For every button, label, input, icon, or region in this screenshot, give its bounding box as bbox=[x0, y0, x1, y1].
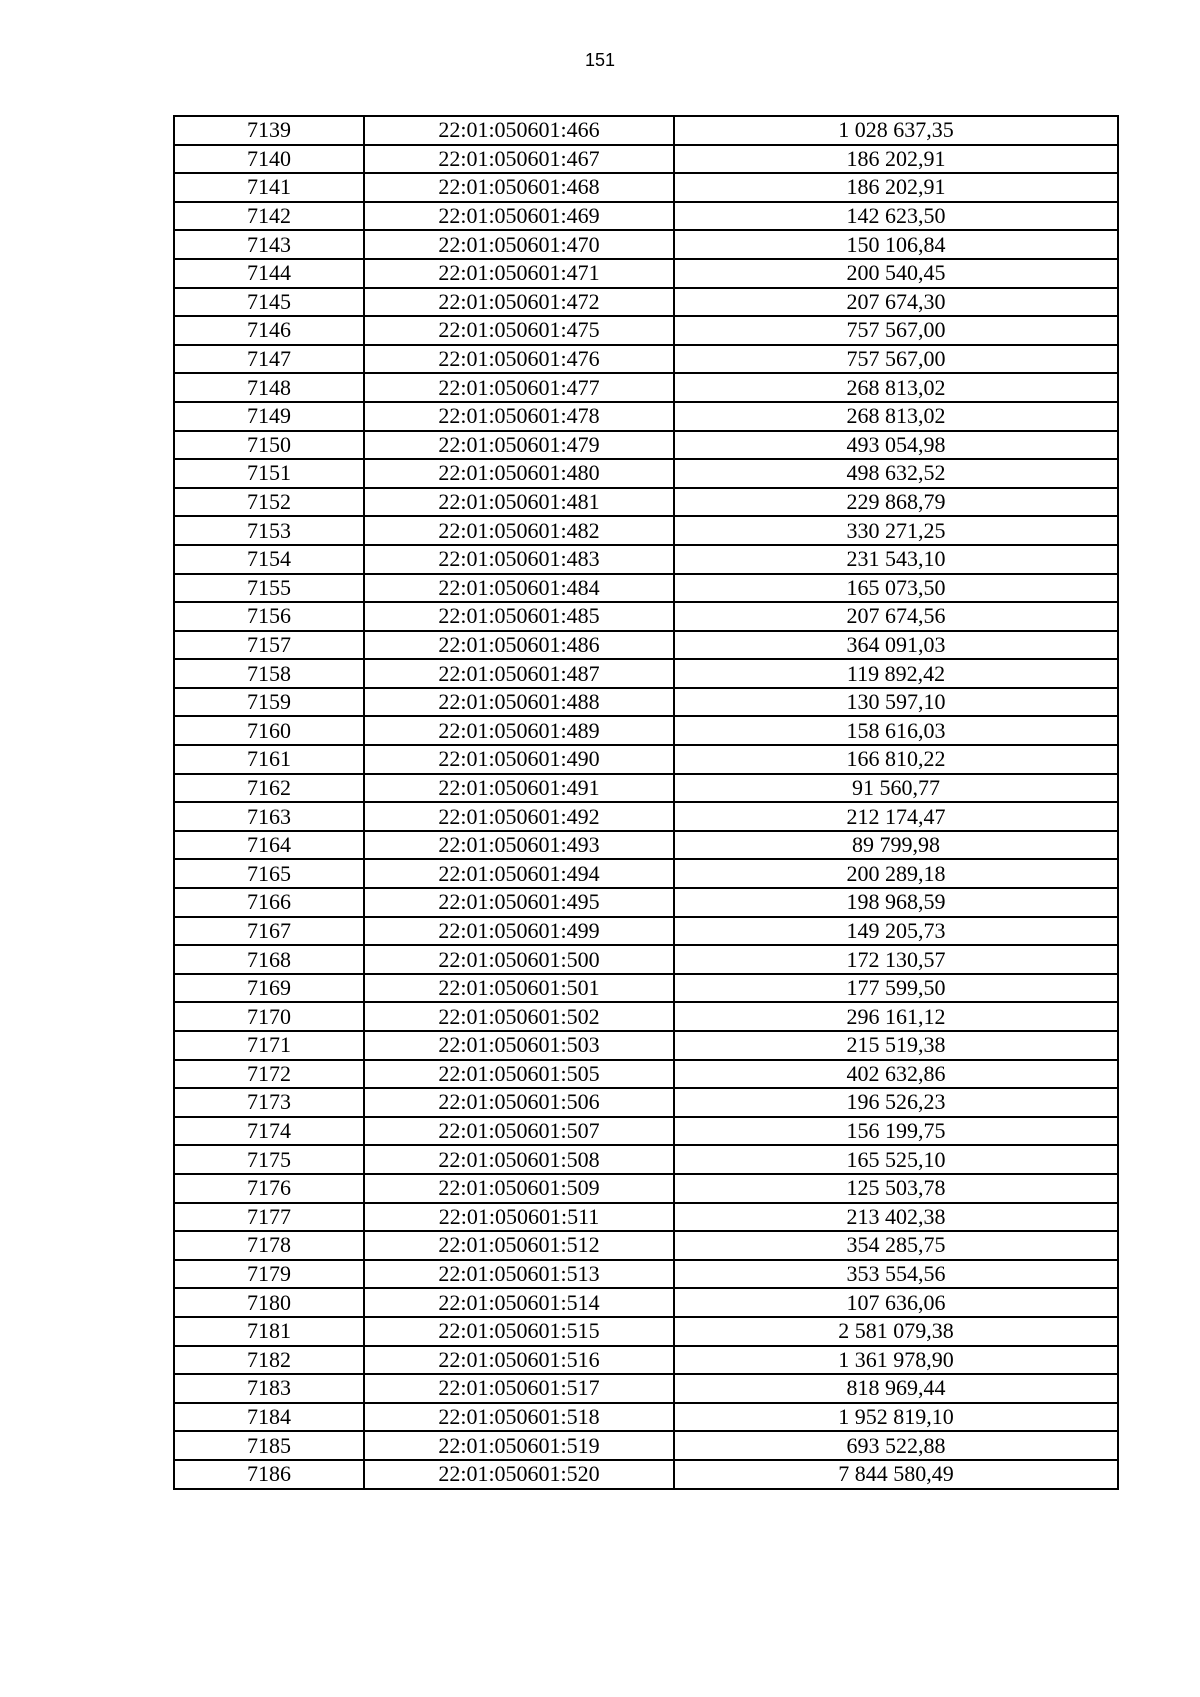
table-row bbox=[174, 1117, 1118, 1146]
cadastral-number-cell: 22:01:050601:470 bbox=[364, 230, 674, 259]
cadastral-number-cell: 22:01:050601:500 bbox=[364, 945, 674, 974]
cadastral-value-cell: 149 205,73 bbox=[674, 917, 1118, 946]
cadastral-value-cell: 186 202,91 bbox=[674, 145, 1118, 174]
cadastral-value-cell: 229 868,79 bbox=[674, 488, 1118, 517]
cadastral-number-cell: 22:01:050601:516 bbox=[364, 1346, 674, 1375]
row-number-cell: 7163 bbox=[174, 802, 364, 831]
table-row bbox=[174, 1346, 1118, 1375]
row-number-cell: 7166 bbox=[174, 888, 364, 917]
row-number-cell: 7143 bbox=[174, 230, 364, 259]
cadastral-number-cell: 22:01:050601:518 bbox=[364, 1403, 674, 1432]
table-row bbox=[174, 745, 1118, 774]
table-row bbox=[174, 631, 1118, 660]
cadastral-value-cell: 364 091,03 bbox=[674, 631, 1118, 660]
table-row bbox=[174, 1031, 1118, 1060]
cadastral-value-cell: 757 567,00 bbox=[674, 345, 1118, 374]
cadastral-value-cell: 1 952 819,10 bbox=[674, 1403, 1118, 1432]
cadastral-value-cell: 89 799,98 bbox=[674, 831, 1118, 860]
table-row bbox=[174, 316, 1118, 345]
row-number-cell: 7147 bbox=[174, 345, 364, 374]
cadastral-number-cell: 22:01:050601:469 bbox=[364, 202, 674, 231]
cadastral-value-cell: 200 289,18 bbox=[674, 859, 1118, 888]
row-number-cell: 7173 bbox=[174, 1088, 364, 1117]
cadastral-number-cell: 22:01:050601:487 bbox=[364, 659, 674, 688]
row-number-cell: 7182 bbox=[174, 1346, 364, 1375]
table-row bbox=[174, 659, 1118, 688]
cadastral-number-cell: 22:01:050601:515 bbox=[364, 1317, 674, 1346]
row-number-cell: 7161 bbox=[174, 745, 364, 774]
cadastral-value-cell: 158 616,03 bbox=[674, 716, 1118, 745]
table-row bbox=[174, 1060, 1118, 1089]
table-row bbox=[174, 288, 1118, 317]
cadastral-number-cell: 22:01:050601:494 bbox=[364, 859, 674, 888]
table-row bbox=[174, 1088, 1118, 1117]
cadastral-number-cell: 22:01:050601:483 bbox=[364, 545, 674, 574]
table-row bbox=[174, 945, 1118, 974]
table-row bbox=[174, 459, 1118, 488]
row-number-cell: 7167 bbox=[174, 917, 364, 946]
cadastral-number-cell: 22:01:050601:506 bbox=[364, 1088, 674, 1117]
cadastral-number-cell: 22:01:050601:482 bbox=[364, 516, 674, 545]
table-row bbox=[174, 859, 1118, 888]
cadastral-value-cell: 2 581 079,38 bbox=[674, 1317, 1118, 1346]
table-row bbox=[174, 173, 1118, 202]
table-row bbox=[174, 1260, 1118, 1289]
row-number-cell: 7164 bbox=[174, 831, 364, 860]
table-row bbox=[174, 1460, 1118, 1489]
row-number-cell: 7139 bbox=[174, 116, 364, 145]
row-number-cell: 7152 bbox=[174, 488, 364, 517]
cadastral-value-cell: 268 813,02 bbox=[674, 373, 1118, 402]
cadastral-value-cell: 493 054,98 bbox=[674, 431, 1118, 460]
cadastral-value-cell: 150 106,84 bbox=[674, 230, 1118, 259]
page-number: 151 bbox=[584, 50, 616, 70]
cadastral-number-cell: 22:01:050601:502 bbox=[364, 1002, 674, 1031]
cadastral-value-cell: 119 892,42 bbox=[674, 659, 1118, 688]
cadastral-number-cell: 22:01:050601:517 bbox=[364, 1374, 674, 1403]
cadastral-number-cell: 22:01:050601:499 bbox=[364, 917, 674, 946]
cadastral-number-cell: 22:01:050601:486 bbox=[364, 631, 674, 660]
cadastral-number-cell: 22:01:050601:505 bbox=[364, 1060, 674, 1089]
table-row bbox=[174, 116, 1118, 145]
cadastral-number-cell: 22:01:050601:514 bbox=[364, 1288, 674, 1317]
row-number-cell: 7151 bbox=[174, 459, 364, 488]
cadastral-value-cell: 125 503,78 bbox=[674, 1174, 1118, 1203]
cadastral-number-cell: 22:01:050601:467 bbox=[364, 145, 674, 174]
table-row bbox=[174, 516, 1118, 545]
cadastral-number-cell: 22:01:050601:503 bbox=[364, 1031, 674, 1060]
row-number-cell: 7179 bbox=[174, 1260, 364, 1289]
cadastral-number-cell: 22:01:050601:519 bbox=[364, 1431, 674, 1460]
cadastral-value-cell: 130 597,10 bbox=[674, 688, 1118, 717]
cadastral-number-cell: 22:01:050601:491 bbox=[364, 774, 674, 803]
row-number-cell: 7185 bbox=[174, 1431, 364, 1460]
row-number-cell: 7146 bbox=[174, 316, 364, 345]
row-number-cell: 7171 bbox=[174, 1031, 364, 1060]
cadastral-value-table bbox=[173, 115, 1119, 1490]
cadastral-number-cell: 22:01:050601:501 bbox=[364, 974, 674, 1003]
row-number-cell: 7186 bbox=[174, 1460, 364, 1489]
cadastral-value-cell: 177 599,50 bbox=[674, 974, 1118, 1003]
cadastral-number-cell: 22:01:050601:479 bbox=[364, 431, 674, 460]
row-number-cell: 7174 bbox=[174, 1117, 364, 1146]
cadastral-value-cell: 818 969,44 bbox=[674, 1374, 1118, 1403]
cadastral-value-cell: 166 810,22 bbox=[674, 745, 1118, 774]
row-number-cell: 7149 bbox=[174, 402, 364, 431]
row-number-cell: 7165 bbox=[174, 859, 364, 888]
cadastral-value-cell: 1 361 978,90 bbox=[674, 1346, 1118, 1375]
cadastral-number-cell: 22:01:050601:508 bbox=[364, 1145, 674, 1174]
table-row bbox=[174, 1002, 1118, 1031]
table-row bbox=[174, 974, 1118, 1003]
row-number-cell: 7177 bbox=[174, 1203, 364, 1232]
cadastral-value-cell: 354 285,75 bbox=[674, 1231, 1118, 1260]
row-number-cell: 7183 bbox=[174, 1374, 364, 1403]
cadastral-number-cell: 22:01:050601:475 bbox=[364, 316, 674, 345]
row-number-cell: 7145 bbox=[174, 288, 364, 317]
cadastral-value-cell: 7 844 580,49 bbox=[674, 1460, 1118, 1489]
cadastral-number-cell: 22:01:050601:480 bbox=[364, 459, 674, 488]
table-row bbox=[174, 602, 1118, 631]
table-row bbox=[174, 1403, 1118, 1432]
cadastral-number-cell: 22:01:050601:493 bbox=[364, 831, 674, 860]
cadastral-value-cell: 186 202,91 bbox=[674, 173, 1118, 202]
cadastral-value-cell: 196 526,23 bbox=[674, 1088, 1118, 1117]
table-row bbox=[174, 431, 1118, 460]
row-number-cell: 7150 bbox=[174, 431, 364, 460]
row-number-cell: 7178 bbox=[174, 1231, 364, 1260]
cadastral-value-cell: 498 632,52 bbox=[674, 459, 1118, 488]
table-row bbox=[174, 145, 1118, 174]
cadastral-number-cell: 22:01:050601:472 bbox=[364, 288, 674, 317]
cadastral-value-cell: 165 525,10 bbox=[674, 1145, 1118, 1174]
cadastral-value-cell: 693 522,88 bbox=[674, 1431, 1118, 1460]
cadastral-value-cell: 212 174,47 bbox=[674, 802, 1118, 831]
row-number-cell: 7180 bbox=[174, 1288, 364, 1317]
table-row bbox=[174, 888, 1118, 917]
row-number-cell: 7144 bbox=[174, 259, 364, 288]
cadastral-number-cell: 22:01:050601:466 bbox=[364, 116, 674, 145]
table-row bbox=[174, 1145, 1118, 1174]
row-number-cell: 7184 bbox=[174, 1403, 364, 1432]
table-body bbox=[174, 116, 1118, 1489]
table-row bbox=[174, 574, 1118, 603]
cadastral-value-cell: 142 623,50 bbox=[674, 202, 1118, 231]
table-row bbox=[174, 345, 1118, 374]
cadastral-number-cell: 22:01:050601:476 bbox=[364, 345, 674, 374]
table-row bbox=[174, 488, 1118, 517]
row-number-cell: 7172 bbox=[174, 1060, 364, 1089]
table-row bbox=[174, 1431, 1118, 1460]
cadastral-number-cell: 22:01:050601:485 bbox=[364, 602, 674, 631]
cadastral-value-cell: 215 519,38 bbox=[674, 1031, 1118, 1060]
cadastral-number-cell: 22:01:050601:478 bbox=[364, 402, 674, 431]
cadastral-value-cell: 1 028 637,35 bbox=[674, 116, 1118, 145]
table-row bbox=[174, 1288, 1118, 1317]
row-number-cell: 7141 bbox=[174, 173, 364, 202]
row-number-cell: 7162 bbox=[174, 774, 364, 803]
table-row bbox=[174, 831, 1118, 860]
table-row bbox=[174, 1374, 1118, 1403]
row-number-cell: 7155 bbox=[174, 574, 364, 603]
cadastral-number-cell: 22:01:050601:481 bbox=[364, 488, 674, 517]
cadastral-value-cell: 107 636,06 bbox=[674, 1288, 1118, 1317]
row-number-cell: 7154 bbox=[174, 545, 364, 574]
cadastral-number-cell: 22:01:050601:490 bbox=[364, 745, 674, 774]
cadastral-value-cell: 172 130,57 bbox=[674, 945, 1118, 974]
cadastral-value-cell: 353 554,56 bbox=[674, 1260, 1118, 1289]
table-row bbox=[174, 1203, 1118, 1232]
cadastral-number-cell: 22:01:050601:511 bbox=[364, 1203, 674, 1232]
cadastral-value-cell: 198 968,59 bbox=[674, 888, 1118, 917]
cadastral-number-cell: 22:01:050601:468 bbox=[364, 173, 674, 202]
cadastral-value-cell: 207 674,56 bbox=[674, 602, 1118, 631]
cadastral-number-cell: 22:01:050601:512 bbox=[364, 1231, 674, 1260]
table-row bbox=[174, 202, 1118, 231]
cadastral-value-cell: 757 567,00 bbox=[674, 316, 1118, 345]
cadastral-value-cell: 200 540,45 bbox=[674, 259, 1118, 288]
cadastral-value-cell: 231 543,10 bbox=[674, 545, 1118, 574]
cadastral-number-cell: 22:01:050601:489 bbox=[364, 716, 674, 745]
table-row bbox=[174, 917, 1118, 946]
cadastral-number-cell: 22:01:050601:492 bbox=[364, 802, 674, 831]
table-row bbox=[174, 1174, 1118, 1203]
row-number-cell: 7158 bbox=[174, 659, 364, 688]
table-row bbox=[174, 402, 1118, 431]
cadastral-number-cell: 22:01:050601:509 bbox=[364, 1174, 674, 1203]
cadastral-number-cell: 22:01:050601:477 bbox=[364, 373, 674, 402]
row-number-cell: 7170 bbox=[174, 1002, 364, 1031]
row-number-cell: 7156 bbox=[174, 602, 364, 631]
cadastral-value-cell: 156 199,75 bbox=[674, 1117, 1118, 1146]
cadastral-number-cell: 22:01:050601:484 bbox=[364, 574, 674, 603]
cadastral-number-cell: 22:01:050601:507 bbox=[364, 1117, 674, 1146]
row-number-cell: 7148 bbox=[174, 373, 364, 402]
cadastral-value-cell: 207 674,30 bbox=[674, 288, 1118, 317]
cadastral-value-cell: 91 560,77 bbox=[674, 774, 1118, 803]
row-number-cell: 7140 bbox=[174, 145, 364, 174]
row-number-cell: 7169 bbox=[174, 974, 364, 1003]
table-row bbox=[174, 545, 1118, 574]
cadastral-number-cell: 22:01:050601:471 bbox=[364, 259, 674, 288]
cadastral-value-cell: 402 632,86 bbox=[674, 1060, 1118, 1089]
row-number-cell: 7153 bbox=[174, 516, 364, 545]
row-number-cell: 7181 bbox=[174, 1317, 364, 1346]
row-number-cell: 7142 bbox=[174, 202, 364, 231]
cadastral-number-cell: 22:01:050601:513 bbox=[364, 1260, 674, 1289]
table-row bbox=[174, 716, 1118, 745]
table-row bbox=[174, 230, 1118, 259]
cadastral-number-cell: 22:01:050601:520 bbox=[364, 1460, 674, 1489]
cadastral-number-cell: 22:01:050601:488 bbox=[364, 688, 674, 717]
cadastral-value-cell: 296 161,12 bbox=[674, 1002, 1118, 1031]
cadastral-value-cell: 165 073,50 bbox=[674, 574, 1118, 603]
table-row bbox=[174, 373, 1118, 402]
row-number-cell: 7175 bbox=[174, 1145, 364, 1174]
cadastral-value-cell: 213 402,38 bbox=[674, 1203, 1118, 1232]
row-number-cell: 7168 bbox=[174, 945, 364, 974]
table-row bbox=[174, 802, 1118, 831]
table-row bbox=[174, 688, 1118, 717]
table-row bbox=[174, 1231, 1118, 1260]
table-row bbox=[174, 774, 1118, 803]
table-row bbox=[174, 259, 1118, 288]
row-number-cell: 7159 bbox=[174, 688, 364, 717]
row-number-cell: 7160 bbox=[174, 716, 364, 745]
cadastral-value-cell: 330 271,25 bbox=[674, 516, 1118, 545]
row-number-cell: 7157 bbox=[174, 631, 364, 660]
cadastral-value-cell: 268 813,02 bbox=[674, 402, 1118, 431]
cadastral-number-cell: 22:01:050601:495 bbox=[364, 888, 674, 917]
table-row bbox=[174, 1317, 1118, 1346]
row-number-cell: 7176 bbox=[174, 1174, 364, 1203]
